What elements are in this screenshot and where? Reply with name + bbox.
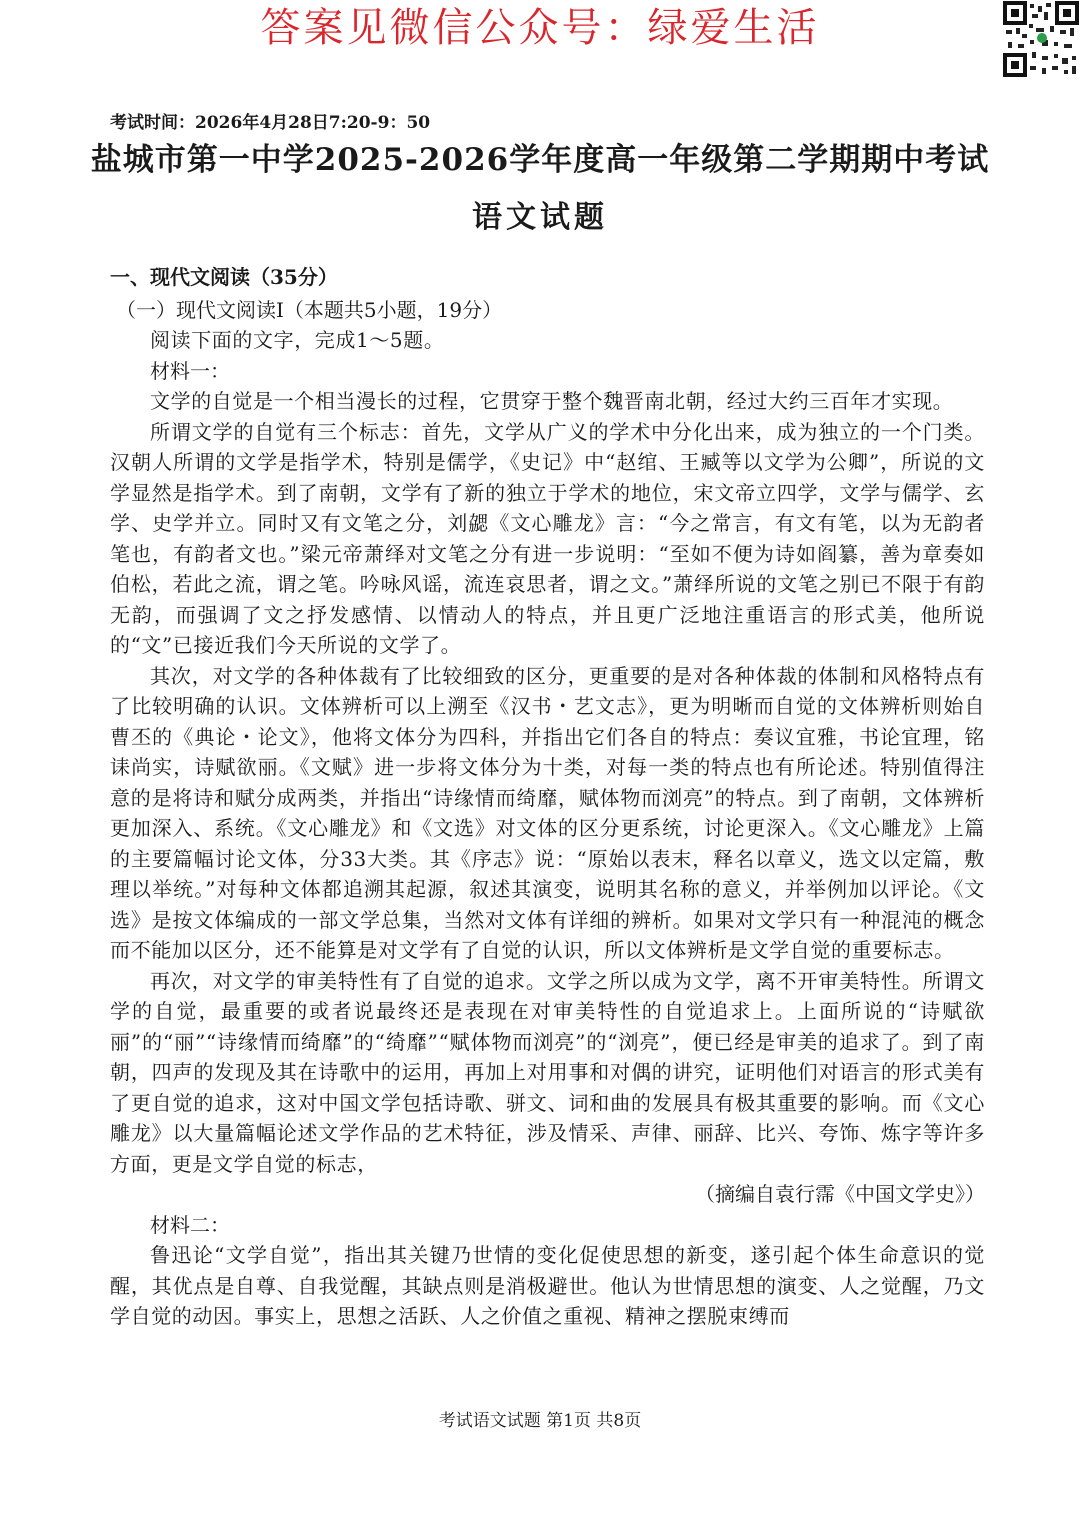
watermark-banner: 答案见微信公众号：绿爱生活 [260,5,820,51]
material1-paragraph: 所谓文学的自觉有三个标志：首先，文学从广义的学术中分化出来，成为独立的一个门类。汉朝人所谓的文学是指学术，特别是儒学，《史记》中“赵绾、王臧等以文学为公卿”，所说的文学显然是指学术。到了南朝，文学有了新的独立于学术的地位，宋文帝立四学，文学与儒学、玄学、史学并立。同时又有文笔之分，刘勰《文心雕龙》言：“今之常言，有文有笔，以为无韵者笔也，有韵者文也。”梁元帝萧绎对文笔之分有进一步说明：“至如不便为诗如阎纂，善为章奏如伯松，若此之流，谓之笔。吟咏风谣，流连哀思者，谓之文。”萧绎所说的文笔之别已不限于有韵无韵，而强调了文之抒发感情、以情动人的特点，并且更广泛地注重语言的形式美，他所说的“文”已接近我们今天所说的文学了。 [110,419,985,657]
material1-paragraph: 其次，对文学的各种体裁有了比较细致的区分，更重要的是对各种体裁的体制和风格特点有了比较明确的认识。文体辨析可以上溯至《汉书・艺文志》，更为明晰而自觉的文体辨析则始自曹丕的《典论・论文》，他将文体分为四科，并指出它们各自的特点：奏议宜雅，书论宜理，铭诔尚实，诗赋欲丽。《文赋》进一步将文体分为十类，对每一类的特点也有所论述。特别值得注意的是将诗和赋分成两类，并指出“诗缘情而绮靡，赋体物而浏亮”的特点。到了南朝，文体辨析更加深入、系统。《文心雕龙》和《文选》对文体的区分更系统，讨论更深入。《文心雕龙》上篇的主要篇幅讨论文体，分33大类。其《序志》说：“原始以表末，释名以章义，选文以定篇，敷理以举统。”对每种文体都追溯其起源，叙述其演变，说明其名称的意义，并举例加以评论。《文选》是按文体编成的一部文学总集，当然对文体有详细的辨析。如果对文学只有一种混沌的概念而不能加以区分，还不能算是对文学有了自觉的认识，所以文体辨析是文学自觉的重要标志。 [110,663,985,962]
qr-code-icon [1002,0,1080,78]
subject-title: 语文试题 [472,200,608,235]
subsection-heading: （一）现代文阅读Ⅰ（本题共5小题，19分） [116,297,503,322]
exam-content [110,262,985,1332]
material1-paragraph: 文学的自觉是一个相当漫长的过程，它贯穿于整个魏晋南北朝，经过大约三百年才实现。 [150,389,954,413]
material1-label: 材料一： [150,358,230,383]
page-footer: 考试语文试题 第1页 共8页 [438,1411,642,1431]
exam-time: 考试时间：2026年4月28日7:20-9：50 [110,113,431,133]
section-heading: 一、现代文阅读（35分） [110,265,338,289]
exam-title: 盐城市第一中学2025-2026学年度高一年级第二学期期中考试 [90,142,990,178]
material2-paragraph: 鲁迅论“文学自觉”，指出其关键乃世情的变化促使思想的新变，遂引起个体生命意识的觉醒，其优点是自尊、自我觉醒，其缺点则是消极避世。他认为世情思想的演变、人之觉醒，乃文学自觉的动因。事实上，思想之活跃、人之价值之重视、精神之摆脱束缚而 [110,1243,985,1328]
material1-paragraph: 再次，对文学的审美特性有了自觉的追求。文学之所以成为文学，离不开审美特性。所谓文学的自觉，最重要的或者说最终还是表现在对审美特性的自觉追求上。上面所说的“诗赋欲丽”的“丽”“诗缘情而绮靡”的“绮靡”“赋体物而浏亮”的“浏亮”，便已经是审美的追求了。到了南朝，四声的发现及其在诗歌中的运用，再加上对用事和对偶的讲究，证明他们对语言的形式美有了更自觉的追求，这对中国文学包括诗歌、骈文、词和曲的发展具有极其重要的影响。而《文心雕龙》以大量篇幅论述文学作品的艺术特征，涉及情采、声律、丽辞、比兴、夸饰、炼字等许多方面，更是文学自觉的标志， [110,968,985,1176]
material2-label: 材料二： [150,1212,230,1237]
material1-source: （摘编自袁行霈《中国文学史》） [695,1182,985,1206]
instruction: 阅读下面的文字，完成1～5题。 [150,328,445,352]
